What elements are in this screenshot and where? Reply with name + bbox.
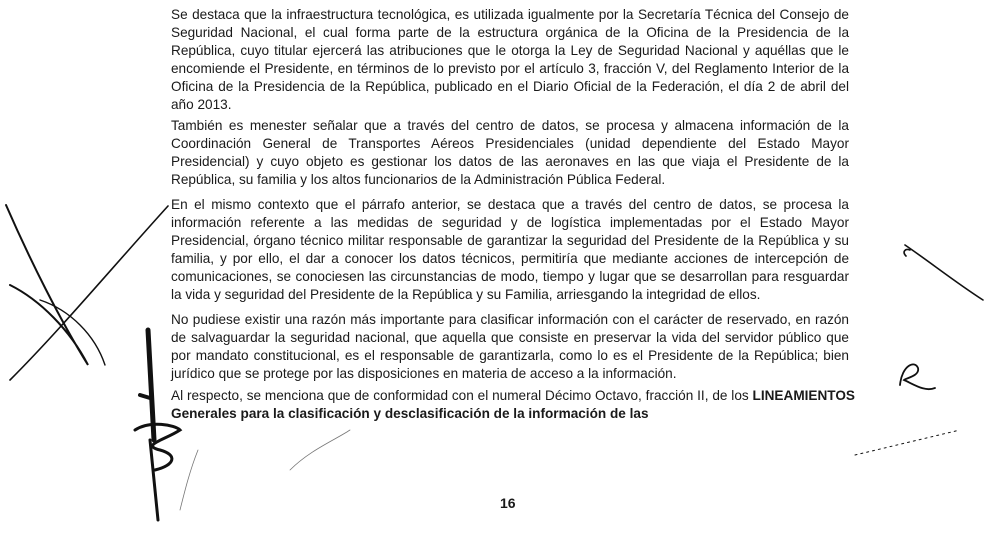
paragraph-5 <box>171 387 855 423</box>
faint-stroke <box>180 450 198 510</box>
paragraph-4: No pudiese existir una razón más importante para clasificar información con el carácter de reservado, en razón de salvaguardar la seguridad nacional, que aquella que consiste en preservar la vida del servidor público que por mandato constitucional, es el responsable de garantizarla, como lo es el Presidente de la República; bien jurídico que se protege por las disposiciones en materia de acceso a la información. <box>171 312 849 381</box>
paragraph-5-text: Al respecto, se menciona que de conformidad con el numeral Décimo Octavo, fracción II, de los <box>171 388 753 403</box>
initials-scribble <box>135 424 180 470</box>
margin-bar <box>148 330 154 440</box>
margin-bar <box>150 440 158 520</box>
signature-stroke <box>6 205 88 365</box>
right-initial-r <box>900 364 935 389</box>
right-dotted-stroke <box>855 430 960 455</box>
right-margin-stroke <box>905 245 983 300</box>
page-number: 16 <box>500 495 516 511</box>
signature-stroke <box>40 300 105 365</box>
paragraph-2: También es menester señalar que a través del centro de datos, se procesa y almacena información de la Coordinación General de Transportes Aéreos Presidenciales (unidad dependiente del Estado Mayor Presidencial) y cuyo objeto es gestionar los datos de las aeronaves en las que viaja el Presidente de la República, su familia y los altos funcionarios de la Administración Pública Federal. <box>171 118 849 187</box>
faint-stroke <box>290 430 350 470</box>
paragraph-1: Se destaca que la infraestructura tecnológica, es utilizada igualmente por la Secretaría Técnica del Consejo de Seguridad Nacional, el cual forma parte de la estructura orgánica de la Oficina de la Presidencia de la República, cuyo titular ejercerá las atribuciones que le otorga la Ley de Seguridad Nacional y aquéllas que le encomiende el Presidente, en términos de lo previsto por el artículo 3, fracción V, del Reglamento Interior de la Oficina de la Presidencia de la República, publicado en el Diario Oficial de la Federación, el día 2 de abril del año 2013. <box>171 7 849 112</box>
right-margin-stroke <box>904 249 910 256</box>
paragraph-3: En el mismo contexto que el párrafo anterior, se destaca que a través del centro de datos, se procesa la información referente a las medidas de seguridad y de logística implementadas por el Estado Mayor Presidencial, órgano técnico militar responsable de garantizar la seguridad del Presidente de la República y su familia, y por ello, el dar a conocer los datos técnicos, permitiría que mediante acciones de intercepción de comunicaciones, se conociesen las circunstancias de modo, tiempo y lugar que se desarrollan para resguardar la vida y seguridad del Presidente de la República y su Familia, arriesgando la integridad de ellos. <box>171 197 849 302</box>
initials-scribble <box>140 395 150 398</box>
signature-stroke <box>10 206 168 380</box>
lineamientos-title: LINEAMIENTOS Generales para la clasificación y desclasificación de la información de las <box>171 388 855 421</box>
